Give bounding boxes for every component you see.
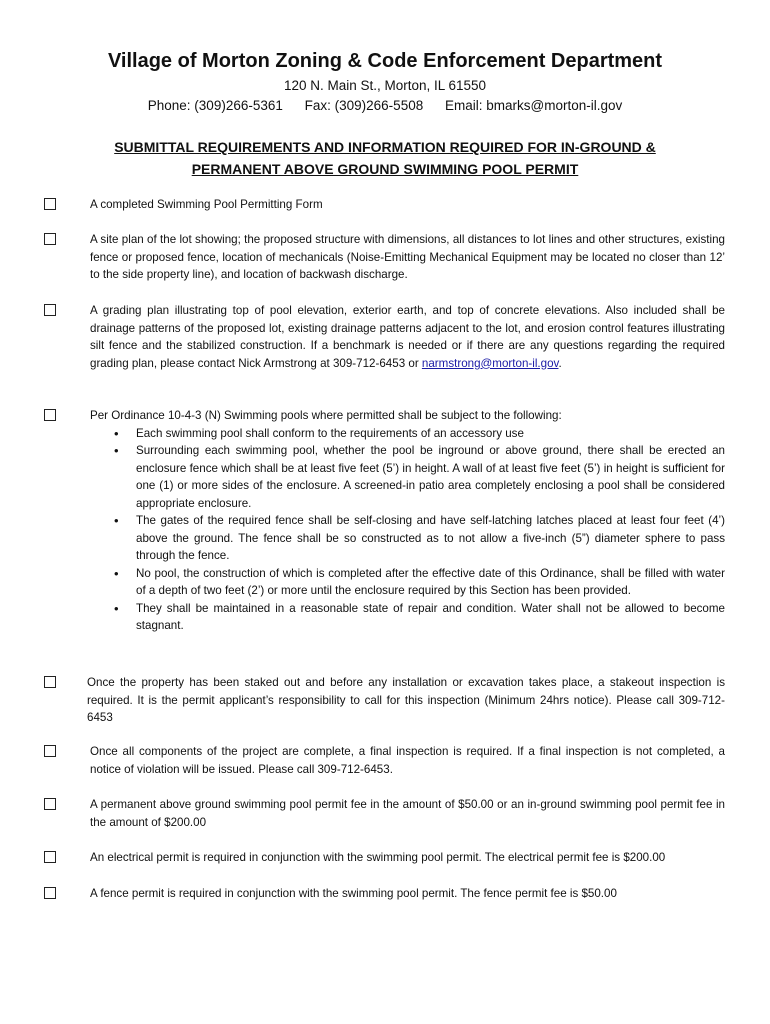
page-title: Village of Morton Zoning & Code Enforcement Department — [107, 50, 663, 72]
list-item: • Surrounding each swimming pool, whether the pool be inground or above ground, there shall be erected an enclosure fence which shall be at least five feet (5’) in height. A wall of at least five feet (5’) in height is sufficient for one (1) or more sides of the enclosure. A screened-in patio area completely enclosing a pool shall be considered appropriate enclosure. — [90, 442, 725, 512]
item-grading-plan — [90, 302, 725, 372]
item-permit-fee: A permanent above ground swimming pool permit fee in the amount of $50.00 or an in-ground swimming pool permit fee in the amount of $200.00 — [90, 798, 725, 829]
section-heading — [60, 136, 710, 180]
checkbox-electrical[interactable] — [44, 851, 56, 863]
checkbox-site-plan[interactable] — [44, 233, 56, 245]
checkbox-stakeout[interactable] — [44, 676, 56, 688]
list-item: • They shall be maintained in a reasonable state of repair and condition. Water shall not be allowed to become stagnant. — [90, 600, 725, 635]
grading-end: . — [558, 356, 562, 370]
address-line: 120 N. Main St., Morton, IL 61550 — [283, 78, 487, 93]
heading-line-2: PERMANENT ABOVE GROUND SWIMMING POOL PERMIT — [191, 161, 579, 177]
item-form: A completed Swimming Pool Permitting Form — [90, 198, 323, 211]
item-electrical: An electrical permit is required in conjunction with the swimming pool permit. The electrical permit fee is $200.00 — [90, 851, 666, 864]
checkbox-permit-fee[interactable] — [44, 798, 56, 810]
list-item: • The gates of the required fence shall be self-closing and have self-latching latches placed at least four feet (4’) above the ground. The fence shall be so constructed as to not allow a five-inch (5”) diameter sphere to pass through the fence. — [90, 512, 725, 565]
list-item: • Each swimming pool shall conform to the requirements of an accessory use — [90, 425, 725, 443]
item-ordinance — [90, 407, 725, 635]
ordinance-list — [90, 425, 725, 635]
contact-line — [0, 98, 770, 113]
grading-text: A grading plan illustrating top of pool elevation, exterior earth, and top of concrete elevations. Also included shall be drainage patterns of the proposed lot, existing drainage patterns adjacent to the lot, and erosion control features illustrating silt fence and the stabilized construction. If a benchmark is needed or if there are any questions regarding the required grading plan, please contact Nick Armstrong at 309-712-6453 or — [90, 304, 725, 370]
checkbox-grading-plan[interactable] — [44, 304, 56, 316]
grading-email-link[interactable]: narmstrong@morton-il.gov — [421, 356, 559, 370]
phone-text: Phone: (309)266-5361 — [147, 98, 283, 113]
checkbox-fence[interactable] — [44, 887, 56, 899]
item-final-inspection: Once all components of the project are complete, a final inspection is required. If a final inspection is not completed, a notice of violation will be issued. Please call 309-712-6453. — [90, 745, 725, 776]
item-fence: A fence permit is required in conjunction with the swimming pool permit. The fence permit fee is $50.00 — [90, 887, 617, 900]
heading-line-1: SUBMITTAL REQUIREMENTS AND INFORMATION REQUIRED FOR IN-GROUND & — [114, 139, 656, 155]
checkbox-form[interactable] — [44, 198, 56, 210]
item-site-plan: A site plan of the lot showing; the proposed structure with dimensions, all distances to lot lines and other structures, existing fence or proposed fence, location of mechanicals (Noise-Emitting Mechanical Equipment may be located no closer than 12’ to the side property line), and location of backwash discharge. — [90, 233, 725, 281]
fax-text: Fax: (309)266-5508 — [304, 98, 424, 113]
checkbox-ordinance[interactable] — [44, 409, 56, 421]
ordinance-intro: Per Ordinance 10-4-3 (N) Swimming pools where permitted shall be subject to the following: — [90, 409, 562, 422]
list-item: • No pool, the construction of which is completed after the effective date of this Ordinance, shall be filled with water of a depth of two feet (2’) or more until the enclosure required by this Section has been provided. — [90, 565, 725, 600]
item-stakeout: Once the property has been staked out and before any installation or excavation takes place, a stakeout inspection is required. It is the permit applicant’s responsibility to call for this inspection (Minimum 24hrs notice). Please call 309-712-6453 — [87, 676, 725, 724]
checkbox-final-inspection[interactable] — [44, 745, 56, 757]
email-text: Email: bmarks@morton-il.gov — [444, 98, 623, 113]
